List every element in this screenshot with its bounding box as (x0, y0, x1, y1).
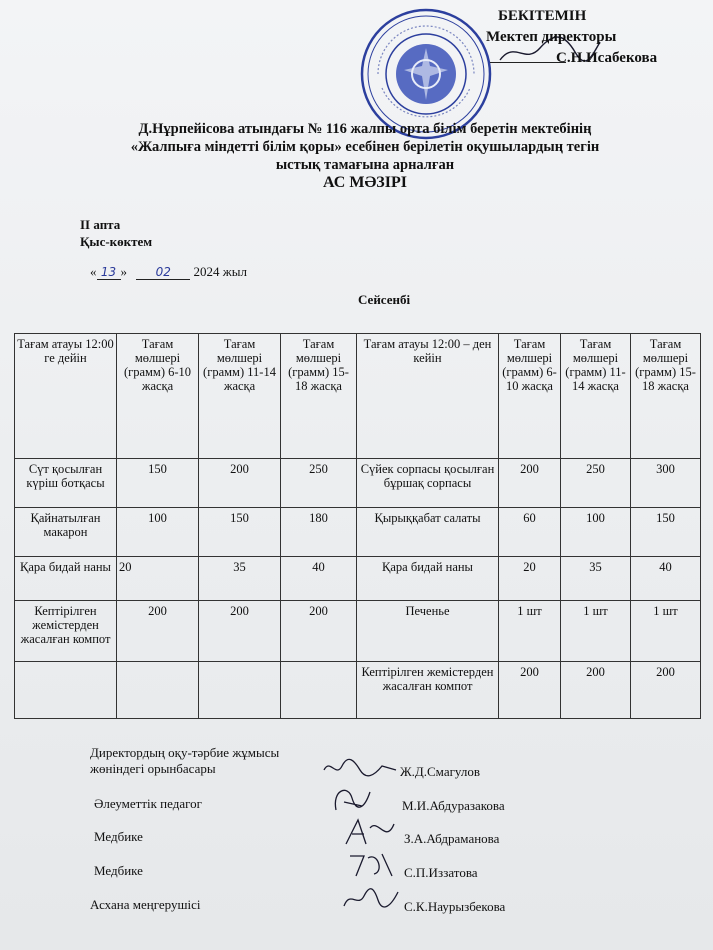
day-name: Сейсенбі (358, 292, 411, 307)
title-line-1: Д.Нұрпейісова атындағы № 116 жалпы орта білім беретін мектебінің (138, 121, 592, 137)
table-cell: 100 (561, 508, 631, 557)
table-cell: 40 (281, 557, 357, 601)
table-cell: 20 (499, 557, 561, 601)
table-cell: 1 шт (631, 601, 701, 662)
table-row (15, 459, 701, 508)
date-day: 13 (97, 265, 121, 280)
table-cell: 35 (199, 557, 281, 601)
table-cell: 250 (561, 459, 631, 508)
document-title (60, 120, 670, 192)
staff-role: жөніндегі орынбасары (90, 761, 216, 776)
table-cell: 20 (117, 557, 199, 601)
menu-table (14, 333, 701, 719)
table-cell: Сүйек сорпасы қосылған бұршақ сорпасы (357, 459, 499, 508)
header-cell: Тағам мөлшері (грамм) 6-10 жасқа (499, 334, 561, 459)
header-cell: Тағам атауы 12:00 – ден кейін (357, 334, 499, 459)
staff-role: Медбике (94, 863, 143, 878)
signature-line (490, 62, 566, 63)
signature-icon (328, 780, 378, 820)
table-cell: 150 (117, 459, 199, 508)
table-cell (15, 662, 117, 719)
table-cell: 200 (499, 459, 561, 508)
table-cell: Қайнатылған макарон (15, 508, 117, 557)
staff-name: С.П.Иззатова (404, 865, 478, 880)
table-cell: 1 шт (499, 601, 561, 662)
table-cell: 40 (631, 557, 701, 601)
table-header-row (15, 334, 701, 459)
date-suffix: жыл (222, 264, 247, 279)
table-cell: 35 (561, 557, 631, 601)
approval-name: С.Н.Исабекова (556, 50, 658, 66)
table-row (15, 662, 701, 719)
staff-role: Әлеуметтік педагог (94, 796, 202, 811)
table-cell: Қара бидай наны (15, 557, 117, 601)
table-cell: 200 (499, 662, 561, 719)
table-cell: Печенье (357, 601, 499, 662)
table-cell: 300 (631, 459, 701, 508)
signature-icon (340, 814, 400, 850)
staff-name: З.А.Абдраманова (404, 831, 500, 846)
table-cell: 60 (499, 508, 561, 557)
week-label: ІІ апта (80, 217, 121, 232)
signature-icon (340, 882, 402, 914)
table-cell: 180 (281, 508, 357, 557)
table-cell: 200 (281, 601, 357, 662)
table-cell: 1 шт (561, 601, 631, 662)
table-cell: 150 (631, 508, 701, 557)
header-cell: Тағам атауы 12:00 ге дейін (15, 334, 117, 459)
table-cell (117, 662, 199, 719)
table-cell: Сүт қосылған күріш ботқасы (15, 459, 117, 508)
header-cell: Тағам мөлшері (грамм) 11-14 жасқа (199, 334, 281, 459)
table-cell (199, 662, 281, 719)
table-cell: 200 (199, 459, 281, 508)
table-cell: Кептірілген жемістерден жасалған компот (357, 662, 499, 719)
table-cell: 200 (117, 601, 199, 662)
staff-name: М.И.Абдуразакова (402, 798, 505, 813)
table-row (15, 557, 701, 601)
table-cell: 250 (281, 459, 357, 508)
title-line-4: АС МӘЗІРІ (323, 174, 407, 191)
title-line-3: ыстық тамағына арналған (275, 157, 455, 173)
table-cell: 200 (561, 662, 631, 719)
table-row (15, 601, 701, 662)
staff-role: Асхана меңгерушісі (90, 897, 201, 912)
header-cell: Тағам мөлшері (грамм) 6-10 жасқа (117, 334, 199, 459)
table-cell: Кептірілген жемістерден жасалған компот (15, 601, 117, 662)
signature-icon (320, 754, 400, 782)
table-cell (281, 662, 357, 719)
week-info (80, 216, 152, 250)
signature-icon (344, 848, 398, 882)
staff-name: Ж.Д.Смагулов (400, 764, 480, 779)
date-year: 2024 (193, 264, 220, 279)
date-line: « 13 » 02 2024 жыл (90, 264, 247, 279)
header-cell: Тағам мөлшері (грамм) 15-18 жасқа (631, 334, 701, 459)
staff-role: Директордың оқу-тәрбие жұмысы (90, 745, 280, 760)
header-cell: Тағам мөлшері (грамм) 15-18 жасқа (281, 334, 357, 459)
table-row (15, 508, 701, 557)
season-label: Қыс-көктем (80, 234, 153, 249)
table-cell: 150 (199, 508, 281, 557)
approval-heading: БЕКІТЕМІН (498, 8, 587, 24)
staff-name: С.К.Наурызбекова (404, 899, 506, 914)
title-line-2: «Жалпыға міндетті білім қоры» есебінен берілетін оқушылардың тегін (130, 139, 600, 155)
table-cell: Қырыққабат салаты (357, 508, 499, 557)
approval-position: Мектеп директоры (486, 29, 617, 45)
table-cell: Қара бидай наны (357, 557, 499, 601)
table-cell: 200 (631, 662, 701, 719)
table-cell: 200 (199, 601, 281, 662)
header-cell: Тағам мөлшері (грамм) 11-14 жасқа (561, 334, 631, 459)
staff-role: Медбике (94, 829, 143, 844)
date-month: 02 (136, 265, 190, 280)
table-cell: 100 (117, 508, 199, 557)
approval-block (478, 6, 708, 69)
